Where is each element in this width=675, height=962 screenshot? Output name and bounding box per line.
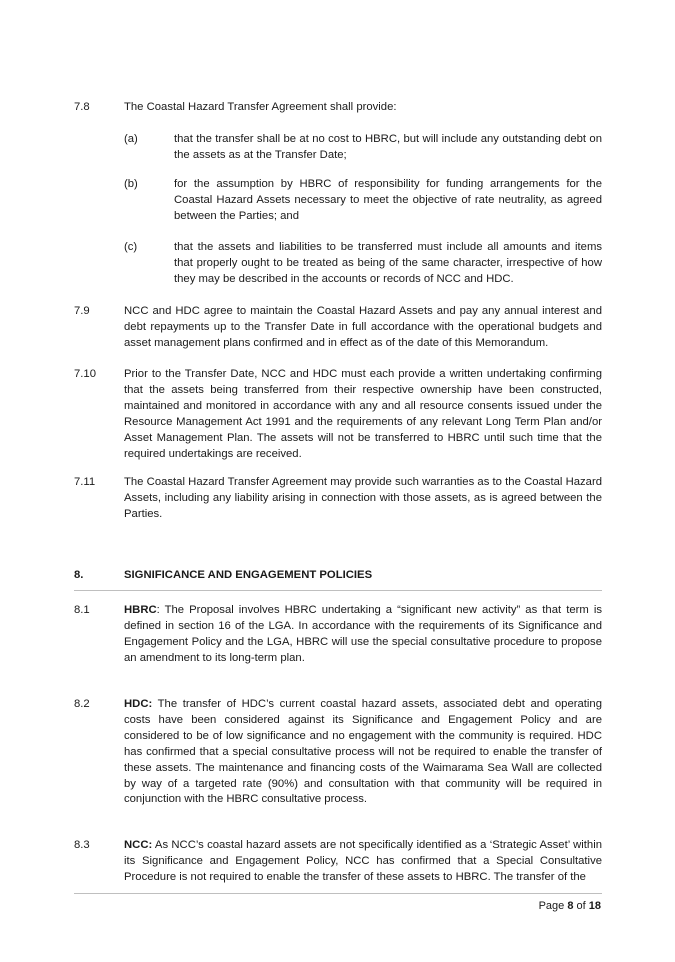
page-footer	[539, 899, 601, 915]
subclause-b	[124, 177, 602, 225]
clause-number: 8.1	[74, 604, 90, 616]
page-prefix: Page	[538, 900, 568, 912]
clause-text: Prior to the Transfer Date, NCC and HDC must each provide a written undertaking confirming that the assets being transferred from their respective ownership have been constructed, maintained and monitored in accordance with any and all resource consents issued under the Resource Management Act 1991 and the requirements of any relevant Long Term Plan and/or Asset Management Plan. The assets will not be transferred to HBRC until such time that the required undertakings are received.	[124, 368, 602, 460]
section-divider	[74, 590, 602, 591]
clause-text: NCC and HDC agree to maintain the Coastal Hazard Assets and pay any annual interest and debt repayments up to the Transfer Date in full accordance with the operational budgets and asset management plans confirmed and in effect as of the date of this Memorandum.	[124, 305, 602, 349]
page-middle: of	[573, 900, 589, 912]
subclause-text: that the assets and liabilities to be transferred must include all amounts and items that properly ought to be treated as being of the same character, irrespective of how they may be described in the accounts or records of NCC and HDC.	[174, 241, 602, 285]
clause-7-11	[74, 475, 602, 523]
clause-number: 8.3	[74, 839, 90, 851]
clause-number: 8.2	[74, 698, 90, 710]
subclause-text: that the transfer shall be at no cost to HBRC, but will include any outstanding debt on the assets as at the Transfer Date;	[174, 133, 602, 161]
footer-divider	[74, 893, 602, 894]
clause-text: The Coastal Hazard Transfer Agreement shall provide:	[124, 101, 397, 113]
clause-lead: NCC:	[124, 839, 153, 851]
clause-7-9	[74, 304, 602, 352]
subclause-label: (b)	[124, 178, 138, 190]
clause-body: : The Proposal involves HBRC undertaking a “significant new activity” as that term is defined in section 16 of the LGA. In accordance with the requirements of its Significance and Engagement Policy and the LGA, HBRC will use the special consultative procedure to propose an amendment to its long-term plan.	[124, 604, 602, 664]
section-number: 8.	[74, 569, 84, 581]
subclause-label: (a)	[124, 133, 138, 145]
clause-number: 7.8	[74, 101, 90, 113]
clause-7-8	[74, 100, 602, 116]
subclause-a	[124, 132, 602, 164]
clause-text: The Coastal Hazard Transfer Agreement may provide such warranties as to the Coastal Hazard Assets, including any liability arising in connection with those assets, as is agreed between the Parties.	[124, 476, 602, 520]
clause-text	[124, 697, 602, 808]
page-total: 18	[588, 900, 601, 912]
clause-text	[124, 838, 602, 886]
subclause-label: (c)	[124, 241, 138, 253]
subclause-c	[124, 240, 602, 288]
section-title: SIGNIFICANCE AND ENGAGEMENT POLICIES	[124, 569, 373, 581]
clause-text	[124, 603, 602, 667]
clause-number: 7.9	[74, 305, 90, 317]
page-current: 8	[567, 900, 574, 912]
clause-body: The transfer of HDC’s current coastal hazard assets, associated debt and operating costs have been considered against its Significance and Engagement Policy and are considered to be of low significance and no engagement with the community is required. HDC has confirmed that a special consultative process will not be required to enable the transfer of these assets. The maintenance and financing costs of the Waimarama Sea Wall are collected by way of a targeted rate (90%) and consultation with that community will be required in conjunction with the HBRC consultative process.	[124, 698, 602, 806]
clause-body: As NCC’s coastal hazard assets are not specifically identified as a ‘Strategic Asset’ within its Significance and Engagement Policy, NCC has confirmed that a Special Consultative Procedure is not required to enable the transfer of these assets to HBRC. The transfer of the	[124, 839, 602, 883]
clause-lead: HDC:	[124, 698, 153, 710]
clause-8-2	[74, 697, 602, 808]
clause-8-3	[74, 838, 602, 886]
clause-lead: HBRC	[124, 604, 157, 616]
clause-7-10	[74, 367, 602, 462]
section-heading	[74, 568, 602, 584]
subclause-text: for the assumption by HBRC of responsibility for funding arrangements for the Coastal Hazard Assets necessary to meet the objective of rate neutrality, as agreed between the Parties; and	[174, 178, 602, 222]
clause-number: 7.10	[74, 368, 96, 380]
clause-number: 7.11	[74, 476, 96, 488]
clause-8-1	[74, 603, 602, 667]
